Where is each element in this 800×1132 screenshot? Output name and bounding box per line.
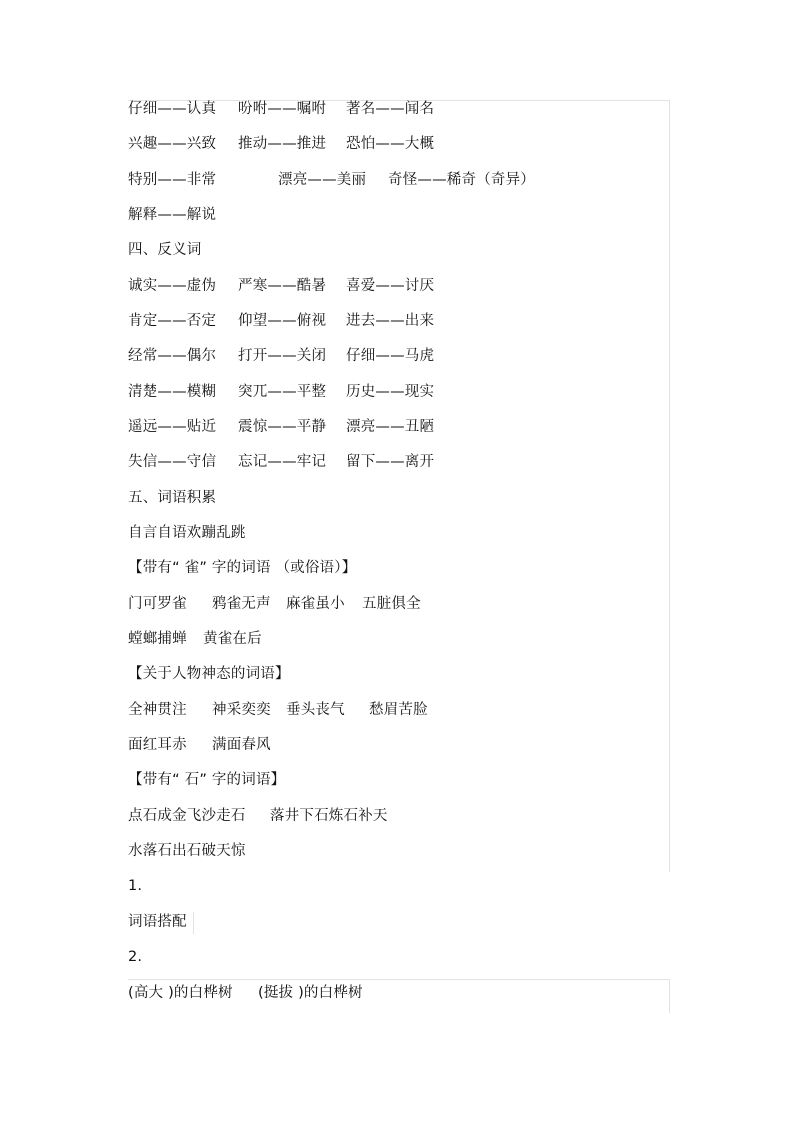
antonym-pair: 打开——关闭	[238, 348, 327, 364]
antonym-pair: 震惊——平静	[238, 419, 327, 435]
subsection-heading: 【带有“ 石” 字的词语】	[128, 772, 286, 788]
phrase: (挺拔 )的白桦树	[258, 985, 363, 1001]
idiom: 满面春风	[212, 737, 271, 753]
synonym-pair: 解释——解说	[128, 207, 217, 223]
idiom: 螳螂捕蝉	[128, 631, 187, 647]
list-number: 1.	[128, 878, 143, 894]
subsection-heading: 【带有“ 雀” 字的词语 （或俗语）】	[128, 560, 357, 576]
antonym-pair: 仔细——马虎	[346, 348, 435, 364]
word-list: 自言自语欢蹦乱跳	[128, 525, 246, 541]
cell-text: 词语搭配	[128, 914, 187, 930]
table-border-right	[669, 100, 670, 872]
idiom: 五脏俱全	[362, 596, 421, 612]
antonym-pair: 历史——现实	[346, 384, 435, 400]
antonym-pair: 肯定——否定	[128, 313, 217, 329]
idiom: 面红耳赤	[128, 737, 187, 753]
antonym-pair: 漂亮——丑陋	[346, 419, 435, 435]
antonym-pair: 遥远——贴近	[128, 419, 217, 435]
antonym-pair: 失信——守信	[128, 454, 217, 470]
idiom-group: 水落石出石破天惊	[128, 843, 246, 859]
idiom: 鸦雀无声	[212, 596, 271, 612]
synonym-pair: 特别——非常	[128, 172, 217, 188]
antonym-pair: 突兀——平整	[238, 384, 327, 400]
antonym-pair: 喜爱——讨厌	[346, 278, 435, 294]
synonym-pair: 恐怕——大概	[346, 136, 435, 152]
synonym-pair: 著名——闻名	[346, 101, 435, 117]
idiom-group: 点石成金飞沙走石	[128, 808, 246, 824]
subsection-heading: 【关于人物神态的词语】	[128, 666, 290, 682]
synonym-pair: 吩咐——嘱咐	[238, 101, 327, 117]
cell-border	[193, 912, 194, 934]
antonym-pair: 进去——出来	[346, 313, 435, 329]
antonym-pair: 忘记——牢记	[238, 454, 327, 470]
idiom-group: 落井下石炼石补天	[270, 808, 388, 824]
item-2-row	[128, 983, 363, 1063]
synonym-pair: 兴趣——兴致	[128, 136, 217, 152]
antonym-pair: 仰望——俯视	[238, 313, 327, 329]
section-heading: 五、词语积累	[128, 490, 217, 506]
antonym-pair: 清楚——模糊	[128, 384, 217, 400]
idiom: 黄雀在后	[203, 631, 262, 647]
antonym-pair: 严寒——酷暑	[238, 278, 327, 294]
synonym-pair: 漂亮——美丽	[278, 172, 367, 188]
idiom: 垂头丧气	[286, 702, 345, 718]
antonym-pair: 经常——偶尔	[128, 348, 217, 364]
table-border-top-2	[128, 979, 670, 980]
idiom: 全神贯注	[128, 702, 187, 718]
antonym-pair: 诚实——虚伪	[128, 278, 217, 294]
synonym-pair: 推动——推进	[238, 136, 327, 152]
antonym-pair: 留下——离开	[346, 454, 435, 470]
idiom: 神采奕奕	[212, 702, 271, 718]
list-number: 2.	[128, 949, 143, 965]
idiom: 麻雀虽小	[286, 596, 345, 612]
section-heading: 四、反义词	[128, 242, 202, 258]
synonym-pair: 仔细——认真	[128, 101, 217, 117]
synonym-pair: 奇怪——稀奇（奇异）	[388, 172, 535, 188]
phrase: (高大 )的白桦树	[128, 985, 233, 1001]
table-border-right-2	[669, 979, 670, 1013]
idiom: 愁眉苦脸	[369, 702, 428, 718]
idiom: 门可罗雀	[128, 596, 187, 612]
